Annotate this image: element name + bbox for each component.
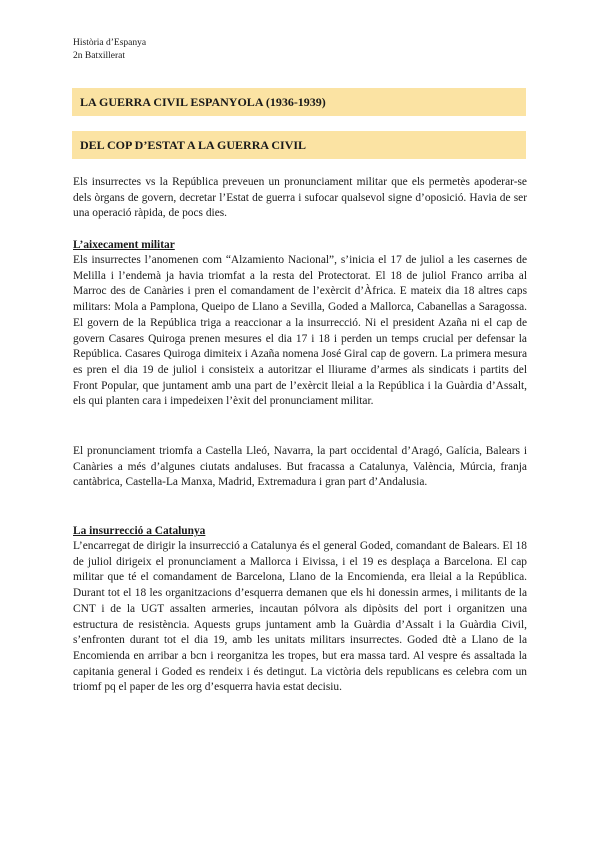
- course-label: 2n Batxillerat: [73, 51, 125, 61]
- main-title-banner: [72, 88, 526, 116]
- section-title-banner: [72, 131, 526, 159]
- paragraph-aixecament-2: El pronunciament triomfa a Castella Lleó, Navarra, la part occidental d’Aragó, Galícia, Balears i Canàries a més d’algunes ciutats andaluses. But fracassa a Catalunya, València, Múrcia, franja cantàbrica, Castella-La Manxa, Madrid, Extremadura i gran part d’Andalusia.: [73, 445, 527, 489]
- main-title: LA GUERRA CIVIL ESPANYOLA (1936-1939): [80, 95, 326, 109]
- paragraph-aixecament-1: Els insurrectes l’anomenen com “Alzamiento Nacional”, s’inicia el 17 de juliol a les casernes de Melilla i l’endemà ja havia triomfat a la resta del Protectorat. El 18 de juliol Franco arriba al Marroc des de Canàries i pren el comandament de l’exèrcit d’Àfrica. E mateix dia 18 altres caps militars: Mola a Pamplona, Queipo de Llano a Sevilla, Goded a Mallorca, Cabanellas a Saragossa. El govern de la República triga a reaccionar a la insurrecció. Ni el president Azaña ni el cap de govern Casares Quiroga prenen mesures el dia 17 i 18 i perden un temps crucial per defensar la República. Casares Quiroga dimiteix i Azaña nomena José Giral cap de govern. La primera mesura es pren el dia 19 de juliol i consisteix a autoritzar el lliurame d’armes als sindicats i partits del Front Popular, que juntament amb una part de l’exèrcit lleial a la República i la Guàrdia d’Assalt, els qui planten cara i impedeixen l’èxit del pronunciament militar.: [73, 254, 527, 408]
- intro-paragraph: Els insurrectes vs la República preveuen un pronunciament militar que els permetès apoderar-se dels òrgans de govern, decretar l’Estat de guerra i sufocar qualsevol signe d’oposició. Havia de ser una operació ràpida, de pocs dies.: [73, 176, 527, 220]
- section-heading-aixecament: L’aixecament militar: [73, 239, 175, 251]
- running-header: [73, 37, 146, 63]
- paragraph-catalunya-1: L’encarregat de dirigir la insurrecció a Catalunya és el general Goded, comandant de Balears. El 18 de juliol dirigeix el pronunciament a Mallorca i Eivissa, i el 19 es desplaça a Barcelona. El cap militar que té el comandament de Barcelona, Llano de la Encomienda, era lleial a la República. Durant tot el 18 les organitzacions d’esquerra demanen que els hi donessin armes, i militants de la CNT i de la UGT assalten armeries, incautan pólvora als dipòsits del port i organitzen una estructura de resistència. Aquests grups juntament amb la Guàrdia d’Assalt i la Guàrdia Civil, s’enfronten durant tot el dia 19, amb les unitats militars insurrectes. Goded dtè a Llano de la Encomienda en arribar a bcn i reorganitza les tropes, but era massa tard. Al vespre és assaltada la capitania general i Goded es rendeix i és detingut. La victòria dels republicans es celebra com un triomf pq el paper de les org d’esquerra havia estat decisiu.: [73, 540, 527, 694]
- section-title: DEL COP D’ESTAT A LA GUERRA CIVIL: [80, 138, 307, 152]
- section-heading-catalunya: La insurrecció a Catalunya: [73, 525, 206, 537]
- subject-label: Història d’Espanya: [73, 38, 147, 48]
